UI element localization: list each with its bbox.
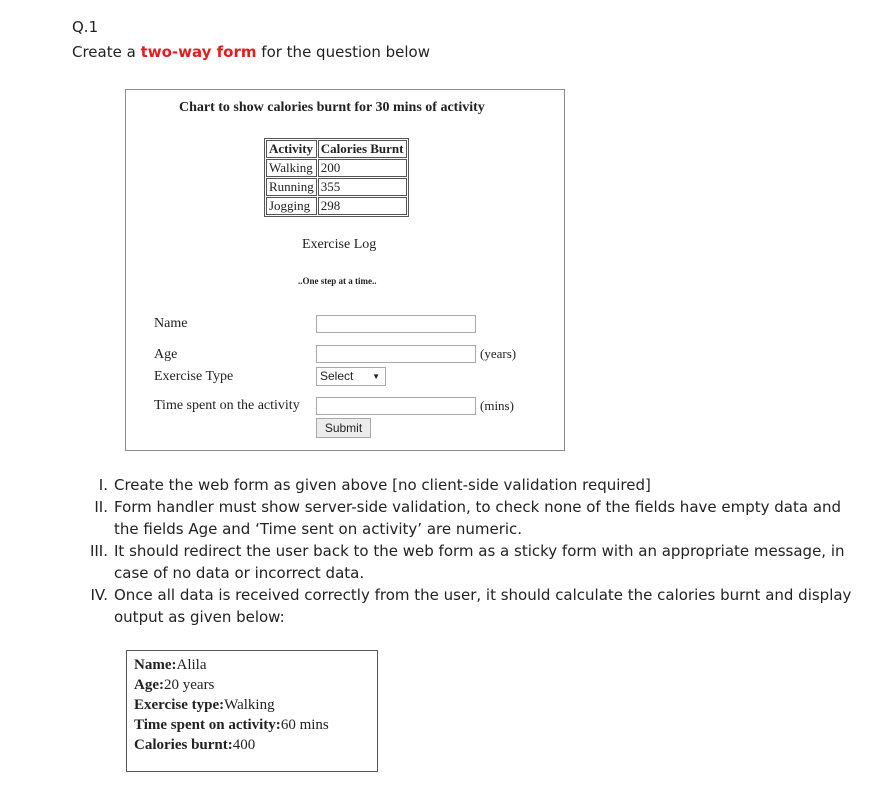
item-text: Once all data is received correctly from the user, it should calculate the calories burnt and display output as given below: — [114, 586, 852, 626]
output-key: Exercise type: — [134, 697, 225, 713]
output-key: Time spent on activity: — [134, 717, 281, 733]
output-value: 60 mins — [280, 717, 329, 733]
table-cell-activity: Running — [266, 178, 317, 196]
item-number: II. — [94, 498, 108, 516]
output-value: 400 — [232, 737, 256, 753]
list-item — [86, 496, 866, 540]
table-row — [266, 197, 407, 215]
chart-title: Chart to show calories burnt for 30 mins of activity — [179, 100, 485, 115]
name-label: Name — [154, 316, 188, 331]
output-key: Name: — [134, 657, 177, 673]
time-label: Time spent on the activity — [154, 398, 300, 413]
output-line — [134, 655, 370, 675]
name-input[interactable] — [316, 315, 476, 333]
output-value: Alila — [176, 657, 207, 673]
list-item — [86, 474, 866, 496]
exercise-form-mockup — [125, 89, 565, 451]
item-number: III. — [89, 542, 108, 560]
column-header-calories: Calories Burnt — [318, 140, 407, 158]
exercise-type-select[interactable] — [316, 367, 386, 386]
exercise-type-label: Exercise Type — [154, 369, 234, 384]
list-item — [86, 540, 866, 584]
sample-output-box — [126, 650, 378, 772]
output-line — [134, 735, 370, 755]
table-cell-calories: 200 — [318, 159, 407, 177]
table-cell-calories: 355 — [318, 178, 407, 196]
output-value: 20 years — [164, 677, 215, 693]
item-text: Create the web form as given above [no client-side validation required] — [114, 476, 651, 494]
question-number: Q.1 — [72, 18, 99, 36]
tagline: ..One step at a time.. — [298, 276, 377, 286]
age-input[interactable] — [316, 345, 476, 363]
chevron-down-icon: ▼ — [372, 372, 380, 381]
output-line — [134, 675, 370, 695]
time-unit: (mins) — [480, 398, 514, 413]
table-row — [266, 159, 407, 177]
table-header-row — [266, 140, 407, 158]
output-key: Age: — [134, 677, 164, 693]
output-value: Walking — [224, 697, 275, 713]
table-row — [266, 178, 407, 196]
table-cell-activity: Jogging — [266, 197, 317, 215]
calories-table — [264, 138, 409, 217]
item-number: IV. — [90, 586, 108, 604]
output-line — [134, 715, 370, 735]
intro-text-after: for the question below — [256, 43, 430, 61]
instructions-list — [86, 474, 866, 628]
time-input[interactable] — [316, 397, 476, 415]
age-label: Age — [154, 347, 178, 362]
item-number: I. — [98, 476, 108, 494]
age-unit: (years) — [480, 346, 517, 361]
item-text: It should redirect the user back to the web form as a sticky form with an appropriate message, in case of no data or incorrect data. — [114, 542, 845, 582]
item-text: Form handler must show server-side validation, to check none of the fields have empty data and the fields Age and ‘Time sent on activity’ are numeric. — [114, 498, 842, 538]
output-key: Calories burnt: — [134, 737, 233, 753]
table-cell-calories: 298 — [318, 197, 407, 215]
table-cell-activity: Walking — [266, 159, 317, 177]
intro-text-before: Create a — [72, 43, 141, 61]
column-header-activity: Activity — [266, 140, 317, 158]
list-item — [86, 584, 866, 628]
submit-button[interactable]: Submit — [316, 418, 371, 438]
intro-highlight: two-way form — [140, 43, 257, 61]
output-line — [134, 695, 370, 715]
exercise-log-title: Exercise Log — [302, 237, 377, 252]
question-intro — [72, 43, 430, 61]
exercise-type-selected: Select — [320, 369, 354, 383]
